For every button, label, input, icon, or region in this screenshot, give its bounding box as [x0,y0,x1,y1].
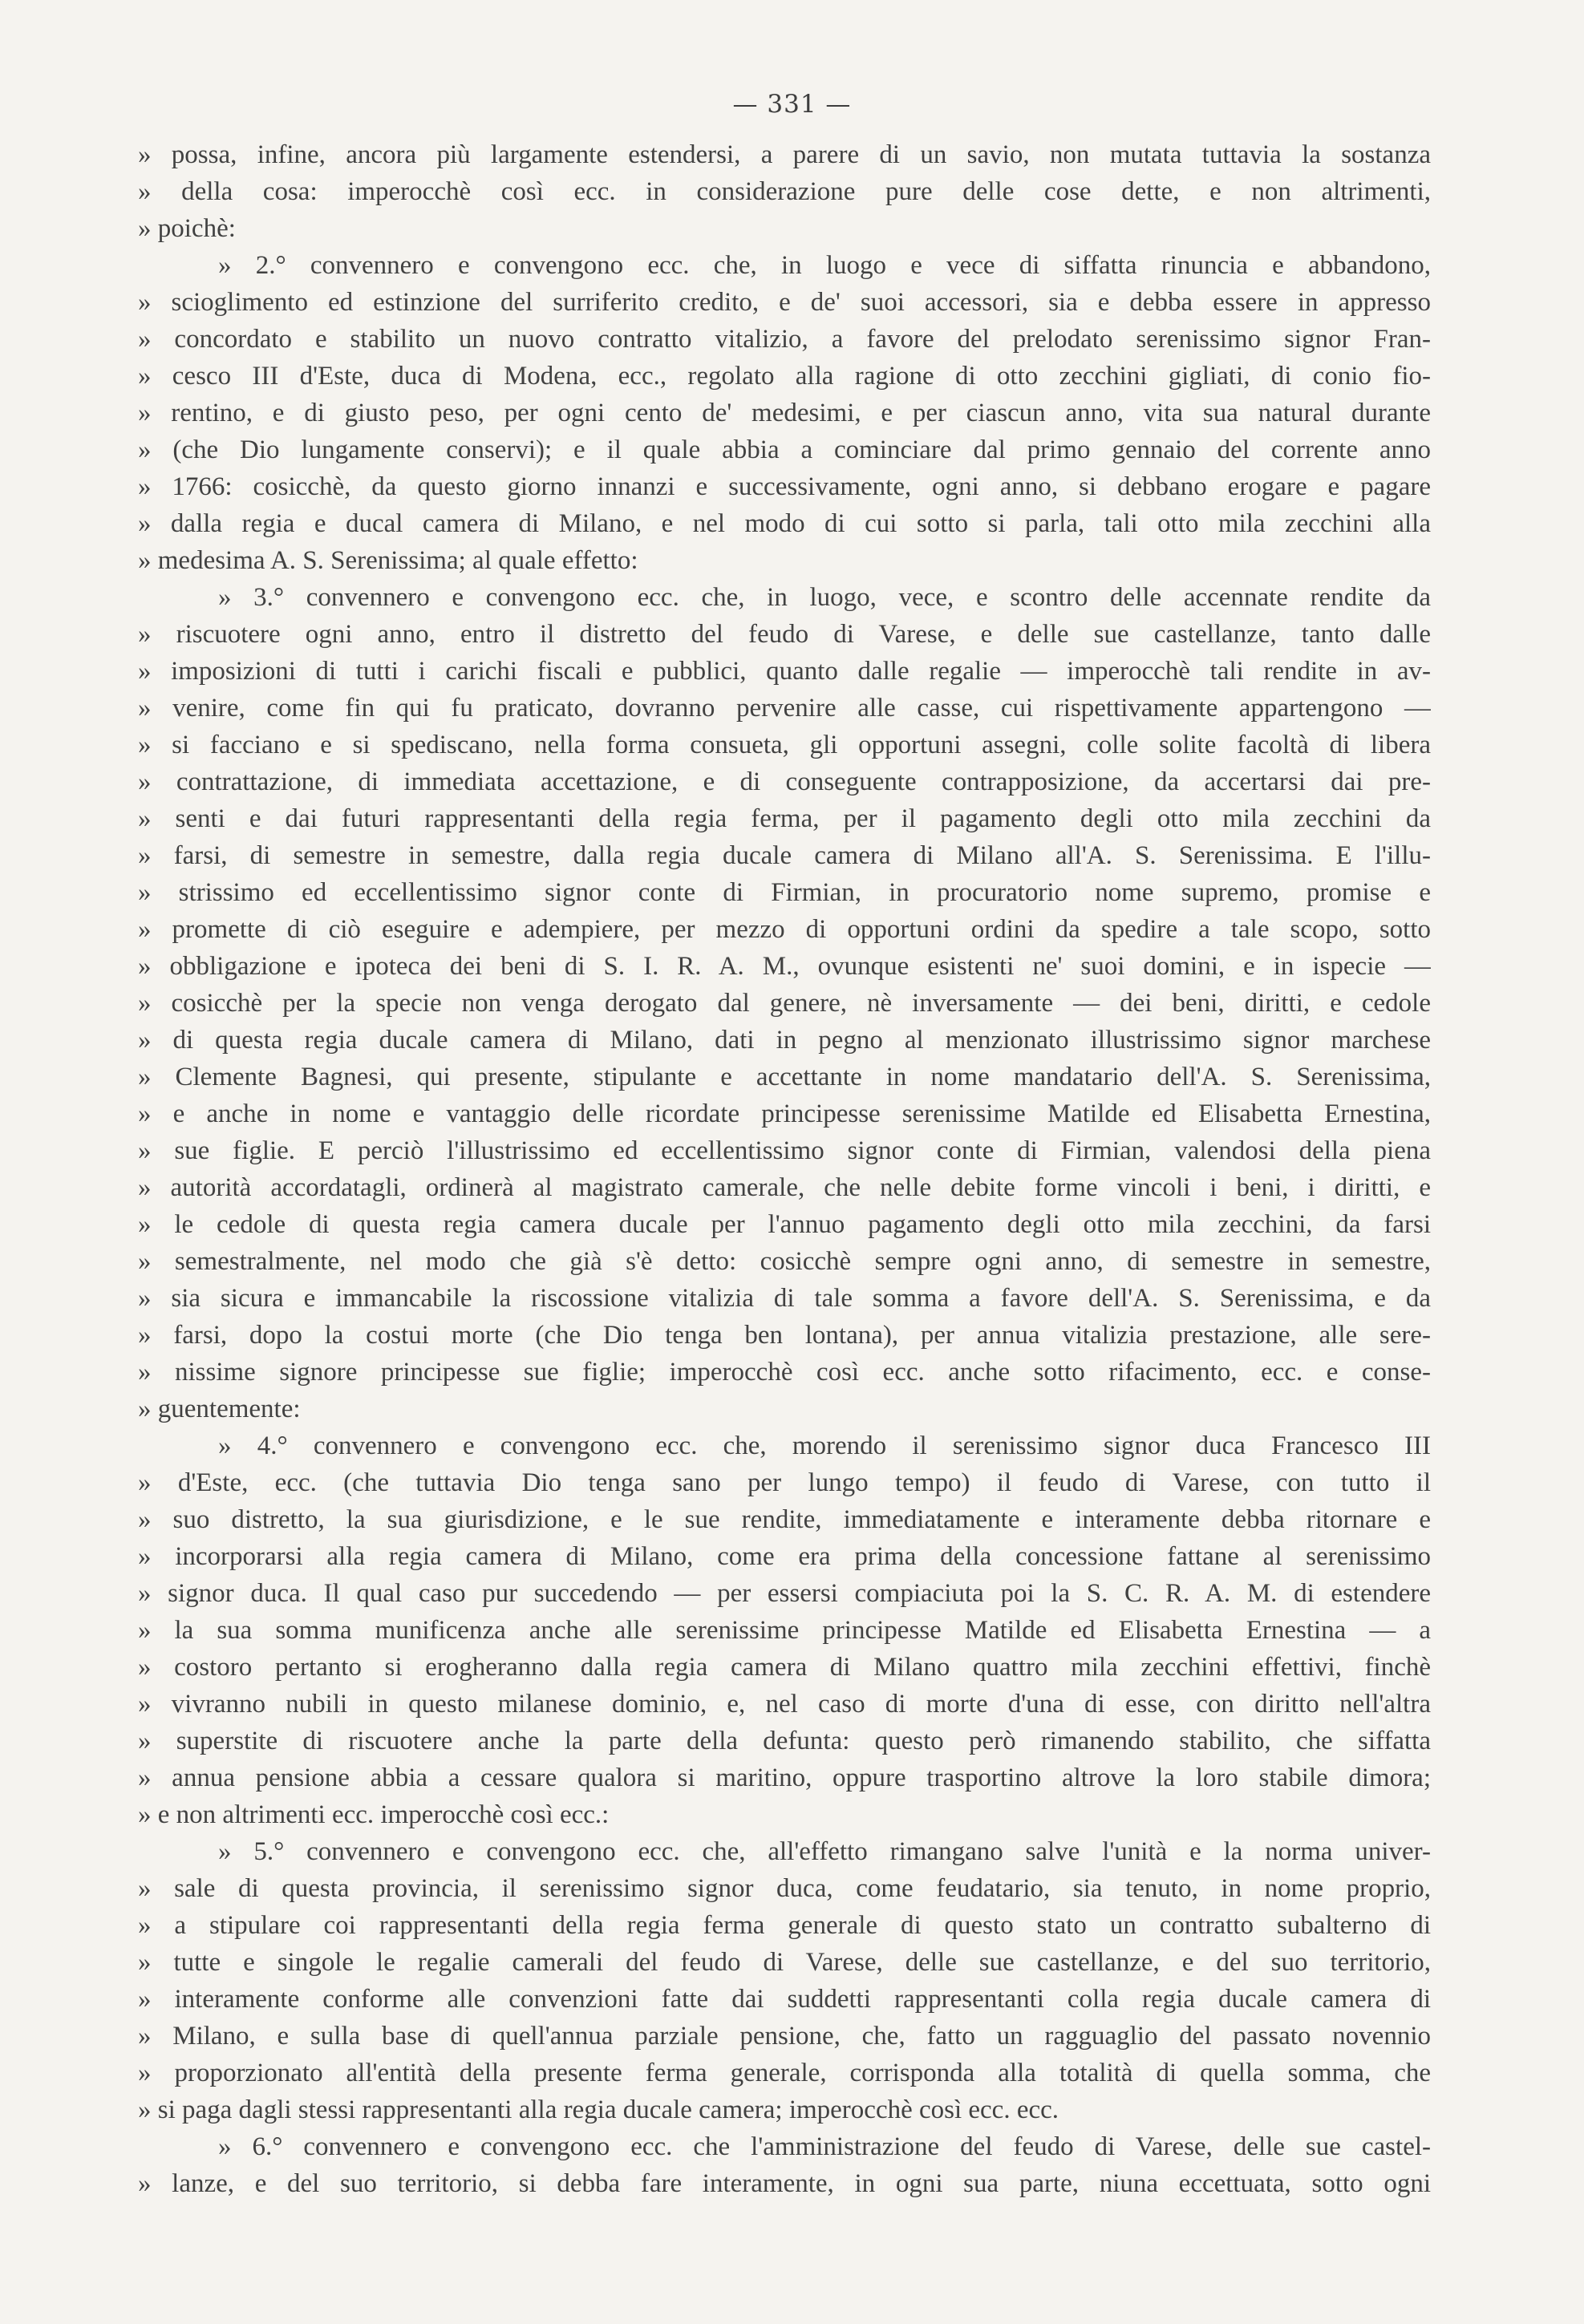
text-line [138,911,1431,948]
text-line-content: » sia sicura e immancabile la riscossione vitalizia di tale somma a favore dell'A. S. Serenissima, e da [138,1284,1431,1313]
text-line-content: » 2.° convennero e convengono ecc. che, in luogo e vece di siffatta rinuncia e abbandono, [218,251,1431,280]
text-line [138,1759,1431,1796]
text-line [138,505,1431,542]
text-line [138,1280,1431,1317]
text-line [138,247,1431,284]
text-line-content: » (che Dio lungamente conservi); e il quale abbia a cominciare dal primo gennaio del corrente anno [138,435,1431,464]
text-line-content: » 4.° convennero e convengono ecc. che, morendo il serenissimo signor duca Francesco III [218,1431,1431,1460]
text-line-content: » la sua somma munificenza anche alle serenissime principesse Matilde ed Elisabetta Ernestina — a [138,1616,1431,1645]
text-line-content: » e anche in nome e vantaggio delle ricordate principesse serenissime Matilde ed Elisabetta Ernestina, [138,1099,1431,1128]
text-line [138,1649,1431,1686]
text-line [138,2018,1431,2055]
text-line [138,763,1431,800]
text-line-content: » tutte e singole le regalie camerali del feudo di Varese, delle sue castellanze, e del suo territorio, [138,1948,1431,1977]
text-line-content: » riscuotere ogni anno, entro il distretto del feudo di Varese, e delle sue castellanze, tanto dalle [138,620,1431,649]
text-line [138,2055,1431,2091]
text-line-content: » autorità accordatagli, ordinerà al magistrato camerale, che nelle debite forme vincoli i beni, i diritti, e [138,1173,1431,1202]
text-line [138,210,1431,247]
text-line [138,1723,1431,1759]
text-line [138,1206,1431,1243]
text-line-content: » medesima A. S. Serenissima; al quale effetto: [138,546,638,575]
text-line-content: » nissime signore principesse sue figlie; imperocchè così ecc. anche sotto rifacimento, ecc. e conse- [138,1358,1431,1387]
text-line-content: » di questa regia ducale camera di Milano, dati in pegno al menzionato illustrissimo signor marchese [138,1026,1431,1055]
text-line-content: » imposizioni di tutti i carichi fiscali e pubblici, quanto dalle regalie — imperocchè tali rendite in av- [138,657,1431,686]
text-line-content: » a stipulare coi rappresentanti della regia ferma generale di questo stato un contratto subalterno di [138,1911,1431,1940]
text-line-content: » rentino, e di giusto peso, per ogni cento de' medesimi, e per ciascun anno, vita sua natural durante [138,399,1431,427]
text-line [138,1095,1431,1132]
text-line [138,173,1431,210]
text-line [138,542,1431,579]
text-line-content: » sue figlie. E perciò l'illustrissimo ed eccellentissimo signor conte di Firmian, valendosi della piena [138,1136,1431,1165]
text-line [138,1981,1431,2018]
text-line [138,358,1431,395]
text-line-content: » proporzionato all'entità della presente ferma generale, corrisponda alla totalità di quella somma, che [138,2059,1431,2087]
text-line-content: » farsi, di semestre in semestre, dalla regia ducale camera di Milano all'A. S. Serenissima. E l'illu- [138,841,1431,870]
text-line-content: » scioglimento ed estinzione del surriferito credito, e de' suoi accessori, sia e debba essere in appresso [138,288,1431,317]
text-line-content: » cosicchè per la specie non venga derogato dal genere, nè inversamente — dei beni, diritti, e cedole [138,989,1431,1018]
text-line [138,653,1431,690]
text-line [138,1464,1431,1501]
text-line [138,1132,1431,1169]
text-line [138,1059,1431,1095]
text-line-content: » lanze, e del suo territorio, si debba fare interamente, in ogni sua parte, niuna eccettuata, sotto ogni [138,2169,1431,2198]
text-line-content: » possa, infine, ancora più largamente estendersi, a parere di un savio, non mutata tuttavia la sostanza [138,140,1431,169]
text-line [138,1022,1431,1059]
text-line [138,1354,1431,1391]
text-line-content: » promette di ciò eseguire e adempiere, per mezzo di opportuni ordini da spedire a tale scopo, sotto [138,915,1431,944]
text-line [138,1944,1431,1981]
text-line [138,2091,1431,2128]
text-line [138,727,1431,763]
text-line-content: » farsi, dopo la costui morte (che Dio tenga ben lontana), per annua vitalizia prestazione, alle sere- [138,1321,1431,1350]
text-line-content: » concordato e stabilito un nuovo contratto vitalizio, a favore del prelodato serenissimo signor Fran- [138,325,1431,354]
text-line-content: » signor duca. Il qual caso pur succedendo — per essersi compiaciuta poi la S. C. R. A. M. di estendere [138,1579,1431,1608]
text-line-content: » venire, come fin qui fu praticato, dovranno pervenire alle casse, cui rispettivamente appartengono — [138,694,1431,723]
text-line [138,1907,1431,1944]
text-line-content: » suo distretto, la sua giurisdizione, e le sue rendite, immediatamente e interamente debba ritornare e [138,1505,1431,1534]
text-line [138,431,1431,468]
text-line-content: » strissimo ed eccellentissimo signor conte di Firmian, in procuratorio nome supremo, promise e [138,878,1431,907]
text-line [138,1501,1431,1538]
text-line [138,1317,1431,1354]
text-line-content: » vivranno nubili in questo milanese dominio, e, nel caso di morte d'una di esse, con diritto nell'altra [138,1690,1431,1719]
text-line [138,1686,1431,1723]
text-line [138,1169,1431,1206]
text-line [138,948,1431,985]
text-line [138,284,1431,321]
text-line [138,321,1431,358]
text-line-content: » interamente conforme alle convenzioni fatte dai suddetti rappresentanti colla regia ducale camera di [138,1985,1431,2014]
text-line [138,2165,1431,2202]
text-line-content: » e non altrimenti ecc. imperocchè così ecc.: [138,1800,610,1829]
text-line-content: » annua pensione abbia a cessare qualora si maritino, oppure trasportino altrove la loro stabile dimora; [138,1763,1431,1792]
text-line-content: » superstite di riscuotere anche la parte della defunta: questo però rimanendo stabilito, che siffatta [138,1727,1431,1755]
text-line [138,1538,1431,1575]
text-line [138,1243,1431,1280]
text-line [138,395,1431,431]
text-line-content: » 5.° convennero e convengono ecc. che, all'effetto rimangano salve l'unità e la norma univer- [218,1837,1431,1866]
text-line-content: » senti e dai futuri rappresentanti della regia ferma, per il pagamento degli otto mila zecchini da [138,804,1431,833]
text-line [138,1833,1431,1870]
text-line-content: » Milano, e sulla base di quell'annua parziale pensione, che, fatto un ragguaglio del passato novennio [138,2022,1431,2051]
text-line-content: » 3.° convennero e convengono ecc. che, in luogo, vece, e scontro delle accennate rendite da [218,583,1431,612]
text-line [138,1796,1431,1833]
text-line-content: » d'Este, ecc. (che tuttavia Dio tenga sano per lungo tempo) il feudo di Varese, con tutto il [138,1468,1431,1497]
text-line-content: » costoro pertanto si erogheranno dalla regia camera di Milano quattro mila zecchini effettivi, finchè [138,1653,1431,1682]
text-line-content: » cesco III d'Este, duca di Modena, ecc., regolato alla ragione di otto zecchini gigliati, di conio fio- [138,362,1431,391]
text-line-content: » guentemente: [138,1395,301,1423]
text-line [138,2128,1431,2165]
text-line-content: » sale di questa provincia, il serenissimo signor duca, come feudatario, sia tenuto, in nome proprio, [138,1874,1431,1903]
text-line [138,579,1431,616]
text-line-content: » contrattazione, di immediata accettazione, e di conseguente contrapposizione, da accertarsi dai pre- [138,767,1431,796]
text-line-content: » le cedole di questa regia camera ducale per l'annuo pagamento degli otto mila zecchini, da farsi [138,1210,1431,1239]
text-line [138,616,1431,653]
text-line [138,1427,1431,1464]
text-line-content: » 1766: cosicchè, da questo giorno innanzi e successivamente, ogni anno, si debbano erogare e pagare [138,472,1431,501]
text-line-content: » obbligazione e ipoteca dei beni di S. I. R. A. M., ovunque esistenti ne' suoi domini, e in ispecie — [138,952,1431,981]
text-line-content: » dalla regia e ducal camera di Milano, e nel modo di cui sotto si parla, tali otto mila zecchini alla [138,509,1431,538]
text-line-content: » semestralmente, nel modo che già s'è detto: cosicchè sempre ogni anno, di semestre in semestre, [138,1247,1431,1276]
text-line-content: » si paga dagli stessi rappresentanti alla regia ducale camera; imperocchè così ecc. ecc. [138,2095,1059,2124]
page-number: — 331 — [732,90,852,119]
text-line [138,1391,1431,1427]
text-line-content: » della cosa: imperocchè così ecc. in considerazione pure delle cose dette, e non altrimenti, [138,177,1431,206]
text-line [138,1870,1431,1907]
text-line-content: » poichè: [138,214,236,243]
text-line [138,874,1431,911]
text-line [138,800,1431,837]
text-line [138,690,1431,727]
text-line-content: » Clemente Bagnesi, qui presente, stipulante e accettante in nome mandatario dell'A. S. Serenissima, [138,1063,1431,1091]
text-line-content: » 6.° convennero e convengono ecc. che l'amministrazione del feudo di Varese, delle sue castel- [218,2132,1431,2161]
text-line [138,837,1431,874]
body-text [138,136,1431,2202]
text-line [138,985,1431,1022]
text-line-content: » incorporarsi alla regia camera di Milano, come era prima della concessione fattane al serenissimo [138,1542,1431,1571]
text-line [138,468,1431,505]
text-line-content: » si facciano e si spediscano, nella forma consueta, gli opportuni assegni, colle solite facoltà di libera [138,731,1431,759]
text-line [138,1612,1431,1649]
text-line [138,136,1431,173]
text-line [138,1575,1431,1612]
